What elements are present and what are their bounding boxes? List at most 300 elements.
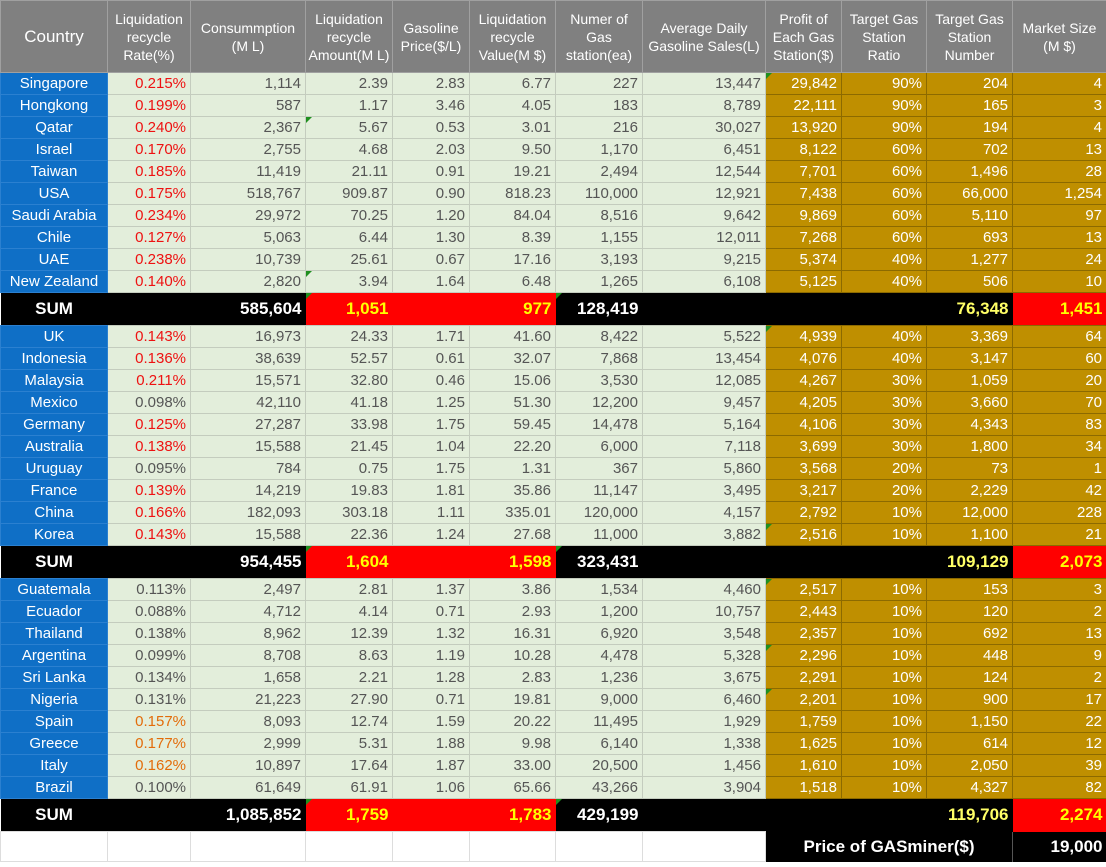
cell-gasoline-price[interactable]: 0.90 bbox=[393, 183, 470, 205]
cell-recycle-rate[interactable]: 0.175% bbox=[108, 183, 191, 205]
cell-recycle-amount[interactable]: 52.57 bbox=[306, 348, 393, 370]
cell-country[interactable]: Nigeria bbox=[1, 689, 108, 711]
cell-profit[interactable]: 2,296 bbox=[766, 645, 842, 667]
cell-profit[interactable]: 1,759 bbox=[766, 711, 842, 733]
cell-gasoline-price[interactable]: 1.71 bbox=[393, 326, 470, 348]
cell-recycle-amount[interactable]: 3.94 bbox=[306, 271, 393, 293]
sum-recycle-amount[interactable]: 1,759 bbox=[306, 799, 393, 832]
cell-recycle-amount[interactable]: 25.61 bbox=[306, 249, 393, 271]
cell-consumption[interactable]: 10,739 bbox=[191, 249, 306, 271]
cell-gasoline-price[interactable]: 1.20 bbox=[393, 205, 470, 227]
cell-gasoline-price[interactable]: 0.61 bbox=[393, 348, 470, 370]
cell-market-size[interactable]: 97 bbox=[1013, 205, 1106, 227]
cell-consumption[interactable]: 8,093 bbox=[191, 711, 306, 733]
empty-cell[interactable] bbox=[766, 546, 842, 579]
cell-profit[interactable]: 4,076 bbox=[766, 348, 842, 370]
cell-daily-sales[interactable]: 10,757 bbox=[643, 601, 766, 623]
empty-cell[interactable] bbox=[556, 832, 643, 862]
cell-target-number[interactable]: 1,100 bbox=[927, 524, 1013, 546]
cell-daily-sales[interactable]: 6,451 bbox=[643, 139, 766, 161]
cell-consumption[interactable]: 42,110 bbox=[191, 392, 306, 414]
cell-gas-station-count[interactable]: 1,236 bbox=[556, 667, 643, 689]
cell-daily-sales[interactable]: 3,548 bbox=[643, 623, 766, 645]
cell-gasoline-price[interactable]: 1.28 bbox=[393, 667, 470, 689]
sum-market-size[interactable]: 1,451 bbox=[1013, 293, 1106, 326]
cell-consumption[interactable]: 182,093 bbox=[191, 502, 306, 524]
cell-recycle-value[interactable]: 16.31 bbox=[470, 623, 556, 645]
cell-country[interactable]: Argentina bbox=[1, 645, 108, 667]
cell-target-ratio[interactable]: 10% bbox=[842, 623, 927, 645]
cell-recycle-value[interactable]: 15.06 bbox=[470, 370, 556, 392]
cell-market-size[interactable]: 82 bbox=[1013, 777, 1106, 799]
cell-gasoline-price[interactable]: 3.46 bbox=[393, 95, 470, 117]
cell-consumption[interactable]: 1,658 bbox=[191, 667, 306, 689]
cell-target-ratio[interactable]: 10% bbox=[842, 645, 927, 667]
cell-recycle-value[interactable]: 35.86 bbox=[470, 480, 556, 502]
cell-country[interactable]: Israel bbox=[1, 139, 108, 161]
cell-daily-sales[interactable]: 5,860 bbox=[643, 458, 766, 480]
cell-profit[interactable]: 13,920 bbox=[766, 117, 842, 139]
cell-daily-sales[interactable]: 9,215 bbox=[643, 249, 766, 271]
sum-gas-stations[interactable]: 128,419 bbox=[556, 293, 643, 326]
cell-gas-station-count[interactable]: 43,266 bbox=[556, 777, 643, 799]
cell-gas-station-count[interactable]: 216 bbox=[556, 117, 643, 139]
cell-gas-station-count[interactable]: 6,000 bbox=[556, 436, 643, 458]
cell-market-size[interactable]: 4 bbox=[1013, 73, 1106, 95]
cell-target-ratio[interactable]: 60% bbox=[842, 205, 927, 227]
cell-gas-station-count[interactable]: 2,494 bbox=[556, 161, 643, 183]
cell-country[interactable]: Indonesia bbox=[1, 348, 108, 370]
cell-recycle-amount[interactable]: 70.25 bbox=[306, 205, 393, 227]
cell-consumption[interactable]: 15,588 bbox=[191, 436, 306, 458]
cell-recycle-amount[interactable]: 5.67 bbox=[306, 117, 393, 139]
cell-recycle-amount[interactable]: 12.39 bbox=[306, 623, 393, 645]
cell-country[interactable]: New Zealand bbox=[1, 271, 108, 293]
cell-market-size[interactable]: 2 bbox=[1013, 601, 1106, 623]
cell-market-size[interactable]: 17 bbox=[1013, 689, 1106, 711]
empty-cell[interactable] bbox=[643, 293, 766, 326]
cell-country[interactable]: UAE bbox=[1, 249, 108, 271]
cell-recycle-value[interactable]: 84.04 bbox=[470, 205, 556, 227]
empty-cell[interactable] bbox=[108, 293, 191, 326]
empty-cell[interactable] bbox=[766, 293, 842, 326]
cell-profit[interactable]: 3,217 bbox=[766, 480, 842, 502]
cell-recycle-rate[interactable]: 0.166% bbox=[108, 502, 191, 524]
cell-recycle-rate[interactable]: 0.199% bbox=[108, 95, 191, 117]
cell-profit[interactable]: 8,122 bbox=[766, 139, 842, 161]
cell-daily-sales[interactable]: 3,495 bbox=[643, 480, 766, 502]
cell-target-ratio[interactable]: 60% bbox=[842, 139, 927, 161]
cell-recycle-rate[interactable]: 0.143% bbox=[108, 326, 191, 348]
cell-daily-sales[interactable]: 7,118 bbox=[643, 436, 766, 458]
cell-recycle-rate[interactable]: 0.138% bbox=[108, 623, 191, 645]
cell-target-ratio[interactable]: 10% bbox=[842, 667, 927, 689]
cell-gasoline-price[interactable]: 0.67 bbox=[393, 249, 470, 271]
cell-profit[interactable]: 2,291 bbox=[766, 667, 842, 689]
cell-market-size[interactable]: 39 bbox=[1013, 755, 1106, 777]
cell-gasoline-price[interactable]: 1.24 bbox=[393, 524, 470, 546]
cell-target-number[interactable]: 1,496 bbox=[927, 161, 1013, 183]
cell-target-number[interactable]: 900 bbox=[927, 689, 1013, 711]
cell-recycle-rate[interactable]: 0.162% bbox=[108, 755, 191, 777]
sum-consumption[interactable]: 585,604 bbox=[191, 293, 306, 326]
cell-recycle-value[interactable]: 4.05 bbox=[470, 95, 556, 117]
cell-gasoline-price[interactable]: 0.46 bbox=[393, 370, 470, 392]
sum-label[interactable]: SUM bbox=[1, 546, 108, 579]
cell-consumption[interactable]: 2,367 bbox=[191, 117, 306, 139]
empty-cell[interactable] bbox=[108, 832, 191, 862]
cell-recycle-amount[interactable]: 32.80 bbox=[306, 370, 393, 392]
cell-recycle-amount[interactable]: 1.17 bbox=[306, 95, 393, 117]
cell-profit[interactable]: 1,625 bbox=[766, 733, 842, 755]
cell-gas-station-count[interactable]: 367 bbox=[556, 458, 643, 480]
cell-country[interactable]: UK bbox=[1, 326, 108, 348]
cell-gasoline-price[interactable]: 0.71 bbox=[393, 601, 470, 623]
cell-target-number[interactable]: 1,150 bbox=[927, 711, 1013, 733]
cell-recycle-value[interactable]: 41.60 bbox=[470, 326, 556, 348]
cell-target-number[interactable]: 506 bbox=[927, 271, 1013, 293]
cell-recycle-rate[interactable]: 0.113% bbox=[108, 579, 191, 601]
cell-recycle-rate[interactable]: 0.140% bbox=[108, 271, 191, 293]
cell-target-number[interactable]: 5,110 bbox=[927, 205, 1013, 227]
cell-daily-sales[interactable]: 6,460 bbox=[643, 689, 766, 711]
cell-target-number[interactable]: 4,327 bbox=[927, 777, 1013, 799]
cell-profit[interactable]: 4,106 bbox=[766, 414, 842, 436]
cell-gasoline-price[interactable]: 0.71 bbox=[393, 689, 470, 711]
cell-gas-station-count[interactable]: 3,193 bbox=[556, 249, 643, 271]
sum-recycle-value[interactable]: 1,783 bbox=[393, 799, 556, 832]
cell-country[interactable]: Thailand bbox=[1, 623, 108, 645]
cell-recycle-value[interactable]: 6.48 bbox=[470, 271, 556, 293]
cell-market-size[interactable]: 34 bbox=[1013, 436, 1106, 458]
cell-country[interactable]: Hongkong bbox=[1, 95, 108, 117]
cell-target-ratio[interactable]: 30% bbox=[842, 436, 927, 458]
cell-target-number[interactable]: 614 bbox=[927, 733, 1013, 755]
cell-target-number[interactable]: 448 bbox=[927, 645, 1013, 667]
cell-target-number[interactable]: 4,343 bbox=[927, 414, 1013, 436]
sum-recycle-amount[interactable]: 1,051 bbox=[306, 293, 393, 326]
cell-country[interactable]: Italy bbox=[1, 755, 108, 777]
sum-recycle-amount[interactable]: 1,604 bbox=[306, 546, 393, 579]
empty-cell[interactable] bbox=[842, 293, 927, 326]
price-label[interactable]: Price of GASminer($) bbox=[766, 832, 1013, 862]
cell-recycle-rate[interactable]: 0.170% bbox=[108, 139, 191, 161]
cell-target-number[interactable]: 165 bbox=[927, 95, 1013, 117]
sum-gas-stations[interactable]: 429,199 bbox=[556, 799, 643, 832]
cell-market-size[interactable]: 13 bbox=[1013, 623, 1106, 645]
cell-recycle-amount[interactable]: 22.36 bbox=[306, 524, 393, 546]
cell-country[interactable]: Ecuador bbox=[1, 601, 108, 623]
cell-country[interactable]: Korea bbox=[1, 524, 108, 546]
cell-gas-station-count[interactable]: 1,155 bbox=[556, 227, 643, 249]
cell-recycle-amount[interactable]: 909.87 bbox=[306, 183, 393, 205]
cell-country[interactable]: Singapore bbox=[1, 73, 108, 95]
cell-gas-station-count[interactable]: 1,265 bbox=[556, 271, 643, 293]
cell-profit[interactable]: 2,201 bbox=[766, 689, 842, 711]
cell-recycle-amount[interactable]: 17.64 bbox=[306, 755, 393, 777]
cell-recycle-rate[interactable]: 0.100% bbox=[108, 777, 191, 799]
cell-target-ratio[interactable]: 10% bbox=[842, 579, 927, 601]
cell-target-ratio[interactable]: 10% bbox=[842, 755, 927, 777]
cell-gas-station-count[interactable]: 3,530 bbox=[556, 370, 643, 392]
cell-profit[interactable]: 7,438 bbox=[766, 183, 842, 205]
cell-country[interactable]: Taiwan bbox=[1, 161, 108, 183]
cell-recycle-value[interactable]: 6.77 bbox=[470, 73, 556, 95]
cell-target-ratio[interactable]: 10% bbox=[842, 524, 927, 546]
cell-gasoline-price[interactable]: 1.64 bbox=[393, 271, 470, 293]
cell-recycle-rate[interactable]: 0.098% bbox=[108, 392, 191, 414]
cell-recycle-rate[interactable]: 0.238% bbox=[108, 249, 191, 271]
cell-consumption[interactable]: 1,114 bbox=[191, 73, 306, 95]
cell-daily-sales[interactable]: 3,882 bbox=[643, 524, 766, 546]
sum-consumption[interactable]: 1,085,852 bbox=[191, 799, 306, 832]
cell-recycle-amount[interactable]: 4.14 bbox=[306, 601, 393, 623]
cell-recycle-rate[interactable]: 0.088% bbox=[108, 601, 191, 623]
cell-gasoline-price[interactable]: 1.19 bbox=[393, 645, 470, 667]
cell-daily-sales[interactable]: 9,642 bbox=[643, 205, 766, 227]
cell-gas-station-count[interactable]: 20,500 bbox=[556, 755, 643, 777]
cell-target-number[interactable]: 693 bbox=[927, 227, 1013, 249]
cell-target-ratio[interactable]: 60% bbox=[842, 227, 927, 249]
cell-profit[interactable]: 4,205 bbox=[766, 392, 842, 414]
cell-gas-station-count[interactable]: 8,422 bbox=[556, 326, 643, 348]
cell-gas-station-count[interactable]: 110,000 bbox=[556, 183, 643, 205]
cell-recycle-rate[interactable]: 0.138% bbox=[108, 436, 191, 458]
empty-cell[interactable] bbox=[191, 832, 306, 862]
cell-consumption[interactable]: 14,219 bbox=[191, 480, 306, 502]
cell-recycle-value[interactable]: 8.39 bbox=[470, 227, 556, 249]
empty-cell[interactable] bbox=[643, 546, 766, 579]
cell-recycle-value[interactable]: 27.68 bbox=[470, 524, 556, 546]
cell-country[interactable]: Mexico bbox=[1, 392, 108, 414]
cell-consumption[interactable]: 2,820 bbox=[191, 271, 306, 293]
cell-consumption[interactable]: 16,973 bbox=[191, 326, 306, 348]
cell-gasoline-price[interactable]: 1.06 bbox=[393, 777, 470, 799]
cell-gas-station-count[interactable]: 11,000 bbox=[556, 524, 643, 546]
cell-market-size[interactable]: 28 bbox=[1013, 161, 1106, 183]
cell-target-number[interactable]: 3,660 bbox=[927, 392, 1013, 414]
cell-recycle-amount[interactable]: 33.98 bbox=[306, 414, 393, 436]
cell-recycle-rate[interactable]: 0.139% bbox=[108, 480, 191, 502]
cell-target-number[interactable]: 1,059 bbox=[927, 370, 1013, 392]
cell-gasoline-price[interactable]: 0.53 bbox=[393, 117, 470, 139]
cell-profit[interactable]: 1,518 bbox=[766, 777, 842, 799]
cell-recycle-value[interactable]: 17.16 bbox=[470, 249, 556, 271]
cell-gasoline-price[interactable]: 1.87 bbox=[393, 755, 470, 777]
cell-recycle-value[interactable]: 19.81 bbox=[470, 689, 556, 711]
cell-market-size[interactable]: 3 bbox=[1013, 95, 1106, 117]
cell-target-ratio[interactable]: 30% bbox=[842, 414, 927, 436]
sum-label[interactable]: SUM bbox=[1, 799, 108, 832]
cell-profit[interactable]: 2,792 bbox=[766, 502, 842, 524]
cell-recycle-amount[interactable]: 4.68 bbox=[306, 139, 393, 161]
cell-gas-station-count[interactable]: 12,200 bbox=[556, 392, 643, 414]
cell-market-size[interactable]: 13 bbox=[1013, 227, 1106, 249]
cell-recycle-amount[interactable]: 21.11 bbox=[306, 161, 393, 183]
cell-recycle-value[interactable]: 9.50 bbox=[470, 139, 556, 161]
cell-target-ratio[interactable]: 90% bbox=[842, 117, 927, 139]
cell-consumption[interactable]: 21,223 bbox=[191, 689, 306, 711]
cell-profit[interactable]: 22,111 bbox=[766, 95, 842, 117]
cell-recycle-amount[interactable]: 27.90 bbox=[306, 689, 393, 711]
cell-consumption[interactable]: 61,649 bbox=[191, 777, 306, 799]
cell-gasoline-price[interactable]: 1.59 bbox=[393, 711, 470, 733]
cell-gasoline-price[interactable]: 1.30 bbox=[393, 227, 470, 249]
cell-market-size[interactable]: 2 bbox=[1013, 667, 1106, 689]
cell-recycle-rate[interactable]: 0.095% bbox=[108, 458, 191, 480]
cell-recycle-amount[interactable]: 19.83 bbox=[306, 480, 393, 502]
cell-market-size[interactable]: 13 bbox=[1013, 139, 1106, 161]
empty-cell[interactable] bbox=[306, 832, 393, 862]
cell-recycle-rate[interactable]: 0.234% bbox=[108, 205, 191, 227]
cell-daily-sales[interactable]: 3,904 bbox=[643, 777, 766, 799]
cell-recycle-amount[interactable]: 303.18 bbox=[306, 502, 393, 524]
cell-profit[interactable]: 1,610 bbox=[766, 755, 842, 777]
cell-recycle-rate[interactable]: 0.131% bbox=[108, 689, 191, 711]
cell-gasoline-price[interactable]: 2.83 bbox=[393, 73, 470, 95]
cell-target-ratio[interactable]: 30% bbox=[842, 370, 927, 392]
cell-market-size[interactable]: 1,254 bbox=[1013, 183, 1106, 205]
cell-daily-sales[interactable]: 12,011 bbox=[643, 227, 766, 249]
cell-recycle-amount[interactable]: 5.31 bbox=[306, 733, 393, 755]
cell-daily-sales[interactable]: 1,929 bbox=[643, 711, 766, 733]
cell-profit[interactable]: 9,869 bbox=[766, 205, 842, 227]
cell-target-number[interactable]: 1,277 bbox=[927, 249, 1013, 271]
cell-daily-sales[interactable]: 9,457 bbox=[643, 392, 766, 414]
cell-gas-station-count[interactable]: 1,200 bbox=[556, 601, 643, 623]
cell-gasoline-price[interactable]: 1.32 bbox=[393, 623, 470, 645]
cell-recycle-value[interactable]: 65.66 bbox=[470, 777, 556, 799]
cell-recycle-rate[interactable]: 0.143% bbox=[108, 524, 191, 546]
cell-recycle-value[interactable]: 10.28 bbox=[470, 645, 556, 667]
cell-target-number[interactable]: 3,369 bbox=[927, 326, 1013, 348]
cell-daily-sales[interactable]: 4,157 bbox=[643, 502, 766, 524]
cell-profit[interactable]: 5,125 bbox=[766, 271, 842, 293]
cell-target-ratio[interactable]: 20% bbox=[842, 480, 927, 502]
empty-cell[interactable] bbox=[108, 546, 191, 579]
cell-country[interactable]: Guatemala bbox=[1, 579, 108, 601]
empty-cell[interactable] bbox=[643, 799, 766, 832]
empty-cell[interactable] bbox=[842, 546, 927, 579]
sum-target-number[interactable]: 119,706 bbox=[927, 799, 1013, 832]
cell-gas-station-count[interactable]: 8,516 bbox=[556, 205, 643, 227]
cell-target-ratio[interactable]: 90% bbox=[842, 73, 927, 95]
cell-country[interactable]: Australia bbox=[1, 436, 108, 458]
cell-market-size[interactable]: 4 bbox=[1013, 117, 1106, 139]
cell-target-number[interactable]: 124 bbox=[927, 667, 1013, 689]
cell-gas-station-count[interactable]: 6,140 bbox=[556, 733, 643, 755]
cell-recycle-value[interactable]: 33.00 bbox=[470, 755, 556, 777]
cell-consumption[interactable]: 4,712 bbox=[191, 601, 306, 623]
cell-gasoline-price[interactable]: 0.91 bbox=[393, 161, 470, 183]
cell-recycle-rate[interactable]: 0.127% bbox=[108, 227, 191, 249]
cell-recycle-rate[interactable]: 0.185% bbox=[108, 161, 191, 183]
empty-cell[interactable] bbox=[108, 799, 191, 832]
cell-target-ratio[interactable]: 10% bbox=[842, 502, 927, 524]
cell-market-size[interactable]: 83 bbox=[1013, 414, 1106, 436]
cell-gas-station-count[interactable]: 14,478 bbox=[556, 414, 643, 436]
cell-market-size[interactable]: 42 bbox=[1013, 480, 1106, 502]
cell-market-size[interactable]: 12 bbox=[1013, 733, 1106, 755]
cell-profit[interactable]: 3,699 bbox=[766, 436, 842, 458]
sum-target-number[interactable]: 109,129 bbox=[927, 546, 1013, 579]
cell-daily-sales[interactable]: 5,522 bbox=[643, 326, 766, 348]
cell-profit[interactable]: 2,443 bbox=[766, 601, 842, 623]
cell-market-size[interactable]: 64 bbox=[1013, 326, 1106, 348]
cell-recycle-rate[interactable]: 0.136% bbox=[108, 348, 191, 370]
cell-consumption[interactable]: 10,897 bbox=[191, 755, 306, 777]
cell-daily-sales[interactable]: 13,454 bbox=[643, 348, 766, 370]
cell-recycle-amount[interactable]: 41.18 bbox=[306, 392, 393, 414]
cell-recycle-value[interactable]: 51.30 bbox=[470, 392, 556, 414]
cell-profit[interactable]: 29,842 bbox=[766, 73, 842, 95]
cell-gasoline-price[interactable]: 2.03 bbox=[393, 139, 470, 161]
sum-market-size[interactable]: 2,274 bbox=[1013, 799, 1106, 832]
cell-recycle-rate[interactable]: 0.157% bbox=[108, 711, 191, 733]
cell-recycle-rate[interactable]: 0.134% bbox=[108, 667, 191, 689]
cell-gas-station-count[interactable]: 1,170 bbox=[556, 139, 643, 161]
sum-label[interactable]: SUM bbox=[1, 293, 108, 326]
cell-consumption[interactable]: 518,767 bbox=[191, 183, 306, 205]
cell-market-size[interactable]: 22 bbox=[1013, 711, 1106, 733]
cell-target-number[interactable]: 73 bbox=[927, 458, 1013, 480]
cell-profit[interactable]: 4,939 bbox=[766, 326, 842, 348]
cell-target-number[interactable]: 12,000 bbox=[927, 502, 1013, 524]
cell-consumption[interactable]: 587 bbox=[191, 95, 306, 117]
cell-recycle-amount[interactable]: 61.91 bbox=[306, 777, 393, 799]
cell-daily-sales[interactable]: 12,085 bbox=[643, 370, 766, 392]
cell-recycle-value[interactable]: 59.45 bbox=[470, 414, 556, 436]
cell-target-ratio[interactable]: 60% bbox=[842, 183, 927, 205]
cell-gas-station-count[interactable]: 227 bbox=[556, 73, 643, 95]
cell-target-ratio[interactable]: 10% bbox=[842, 689, 927, 711]
cell-country[interactable]: Greece bbox=[1, 733, 108, 755]
cell-recycle-rate[interactable]: 0.125% bbox=[108, 414, 191, 436]
cell-consumption[interactable]: 8,962 bbox=[191, 623, 306, 645]
sum-market-size[interactable]: 2,073 bbox=[1013, 546, 1106, 579]
cell-daily-sales[interactable]: 4,460 bbox=[643, 579, 766, 601]
cell-daily-sales[interactable]: 30,027 bbox=[643, 117, 766, 139]
empty-cell[interactable] bbox=[842, 799, 927, 832]
cell-gas-station-count[interactable]: 6,920 bbox=[556, 623, 643, 645]
cell-gasoline-price[interactable]: 1.75 bbox=[393, 458, 470, 480]
cell-consumption[interactable]: 38,639 bbox=[191, 348, 306, 370]
cell-target-number[interactable]: 153 bbox=[927, 579, 1013, 601]
empty-cell[interactable] bbox=[393, 832, 470, 862]
cell-recycle-value[interactable]: 20.22 bbox=[470, 711, 556, 733]
cell-target-number[interactable]: 66,000 bbox=[927, 183, 1013, 205]
cell-daily-sales[interactable]: 13,447 bbox=[643, 73, 766, 95]
cell-country[interactable]: Uruguay bbox=[1, 458, 108, 480]
cell-country[interactable]: Saudi Arabia bbox=[1, 205, 108, 227]
cell-market-size[interactable]: 228 bbox=[1013, 502, 1106, 524]
cell-country[interactable]: Qatar bbox=[1, 117, 108, 139]
cell-daily-sales[interactable]: 8,789 bbox=[643, 95, 766, 117]
sum-gas-stations[interactable]: 323,431 bbox=[556, 546, 643, 579]
cell-daily-sales[interactable]: 1,338 bbox=[643, 733, 766, 755]
cell-profit[interactable]: 5,374 bbox=[766, 249, 842, 271]
cell-target-number[interactable]: 194 bbox=[927, 117, 1013, 139]
cell-target-number[interactable]: 2,050 bbox=[927, 755, 1013, 777]
cell-gasoline-price[interactable]: 1.25 bbox=[393, 392, 470, 414]
cell-target-ratio[interactable]: 40% bbox=[842, 271, 927, 293]
empty-cell[interactable] bbox=[766, 799, 842, 832]
cell-consumption[interactable]: 5,063 bbox=[191, 227, 306, 249]
cell-gas-station-count[interactable]: 120,000 bbox=[556, 502, 643, 524]
cell-target-number[interactable]: 2,229 bbox=[927, 480, 1013, 502]
cell-country[interactable]: Malaysia bbox=[1, 370, 108, 392]
cell-gas-station-count[interactable]: 11,495 bbox=[556, 711, 643, 733]
